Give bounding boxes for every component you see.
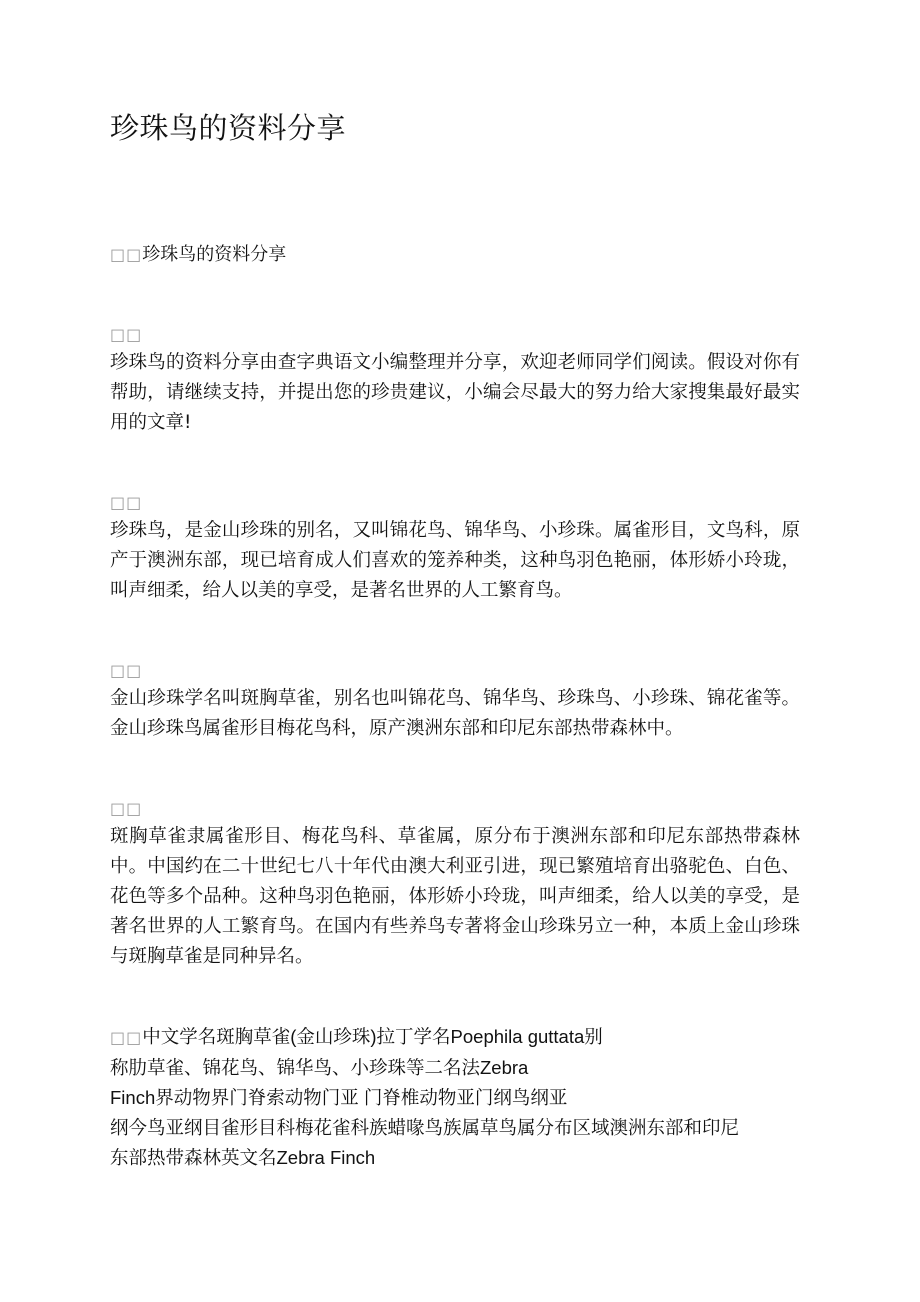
- info-line: 称肋草雀、锦花鸟、锦华鸟、小珍珠等二名法Zebra: [110, 1057, 529, 1078]
- info-line: Finch界动物界门脊索动物门亚 门脊椎动物亚门纲鸟纲亚: [110, 1087, 568, 1108]
- info-line: 东部热带森林英文名Zebra Finch: [110, 1147, 376, 1168]
- paragraph-text: 金山珍珠学名叫斑胸草雀，别名也叫锦花鸟、锦华鸟、珍珠鸟、小珍珠、锦花雀等。金山珍珠鸟属雀形目梅花鸟科，原产澳洲东部和印尼东部热带森林中。: [110, 688, 800, 739]
- document-title: 珍珠鸟的资料分享: [110, 111, 347, 145]
- paragraph-text: 珍珠鸟，是金山珍珠的别名，又叫锦花鸟、锦华鸟、小珍珠。属雀形目，文鸟科，原产于澳洲东部，现已培育成人们喜欢的笼养种类，这种鸟羽色艳丽，体形娇小玲珑，叫声细柔，给人以美的享受，是著名世界的人工繁育鸟。: [110, 520, 800, 601]
- info-line: □□中文学名斑胸草雀(金山珍珠)拉丁学名Poephila guttata别: [110, 1026, 603, 1047]
- info-block: [110, 1022, 800, 1173]
- subtitle-marker: □□: [110, 245, 143, 264]
- paragraph-marker: □□: [110, 325, 143, 344]
- paragraph-intro: [110, 322, 800, 438]
- paragraph-marker: □□: [110, 661, 143, 680]
- info-marker: □□: [110, 1028, 143, 1047]
- paragraph-overview: [110, 490, 800, 606]
- info-line: 纲今鸟亚纲目雀形目科梅花雀科族蜡喙鸟族属草鸟属分布区域澳洲东部和印尼: [110, 1117, 740, 1138]
- paragraph-text: 珍珠鸟的资料分享由查字典语文小编整理并分享，欢迎老师同学们阅读。假设对你有帮助，请继续支持，并提出您的珍贵建议，小编会尽最大的努力给大家搜集最好最实用的文章!: [110, 352, 800, 433]
- paragraph-scientific-name: [110, 658, 800, 744]
- paragraph-text: 斑胸草雀隶属雀形目、梅花鸟科、草雀属，原分布于澳洲东部和印尼东部热带森林中。中国约在二十世纪七八十年代由澳大利亚引进，现已繁殖培育出骆驼色、白色、花色等多个品种。这种鸟羽色艳丽，体形娇小玲珑，叫声细柔，给人以美的享受，是著名世界的人工繁育鸟。在国内有些养鸟专著将金山珍珠另立一种，本质上金山珍珠与斑胸草雀是同种异名。: [110, 826, 800, 967]
- paragraph-marker: □□: [110, 799, 143, 818]
- paragraph-marker: □□: [110, 493, 143, 512]
- subtitle-text: 珍珠鸟的资料分享: [142, 244, 287, 265]
- paragraph-classification: [110, 796, 800, 972]
- document-subtitle: [110, 242, 286, 268]
